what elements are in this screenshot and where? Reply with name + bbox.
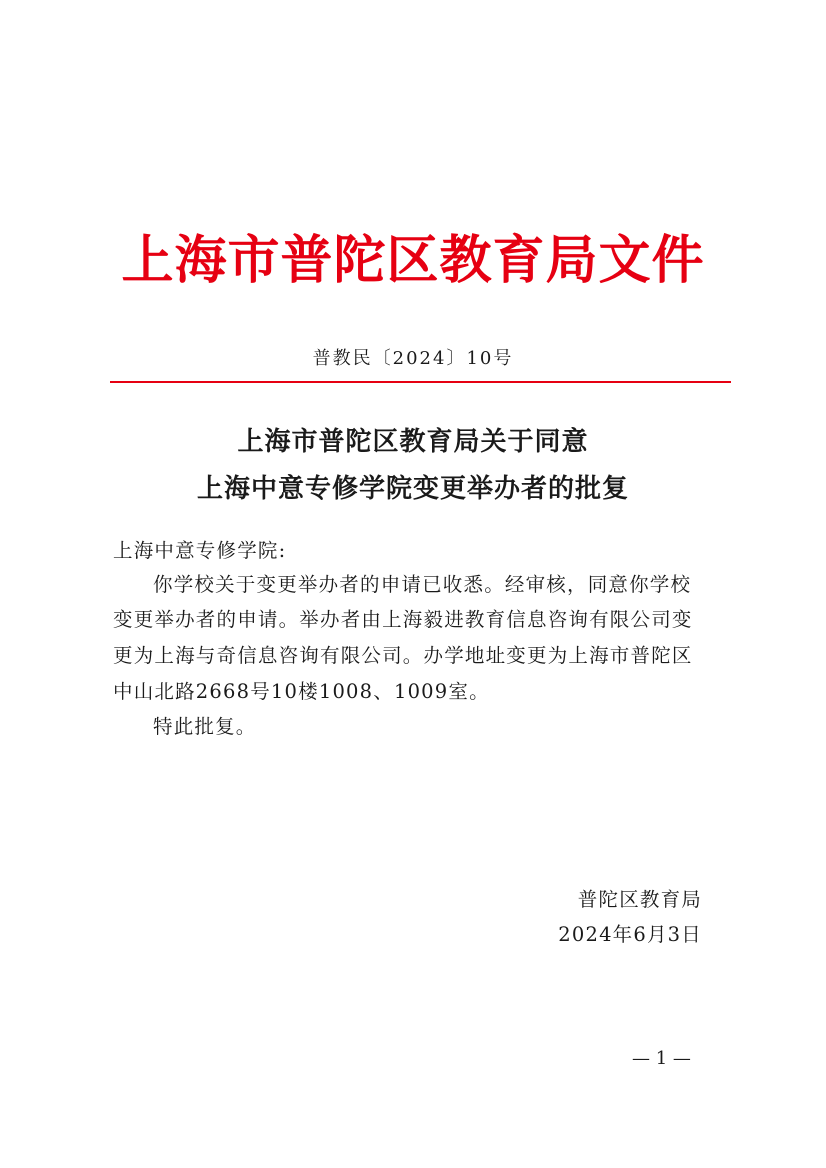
issuer-signature: 普陀区教育局 <box>577 888 702 911</box>
document-title-line-2: 上海中意专修学院变更举办者的批复 <box>196 474 629 504</box>
paragraph-line: 你学校关于变更举办者的申请已收悉。经审核，同意你学校 <box>153 573 692 596</box>
salutation: 上海中意专修学院: <box>113 539 287 562</box>
document-number: 普教民〔2024〕10号 <box>312 348 514 369</box>
paragraph-line: 变更举办者的申请。举办者由上海毅进教育信息咨询有限公司变 <box>113 608 693 631</box>
page-number: — 1 — <box>632 1048 691 1069</box>
document-red-header: 上海市普陀区教育局文件 <box>121 230 705 291</box>
issue-date: 2024年6月3日 <box>558 923 702 946</box>
document-title-line-1: 上海市普陀区教育局关于同意 <box>237 427 589 457</box>
red-divider-line <box>110 381 731 383</box>
closing-phrase: 特此批复。 <box>153 715 257 738</box>
paragraph-line: 中山北路2668号10楼1008、1009室。 <box>113 680 490 703</box>
paragraph-line: 更为上海与奇信息咨询有限公司。办学地址变更为上海市普陀区 <box>113 644 693 667</box>
